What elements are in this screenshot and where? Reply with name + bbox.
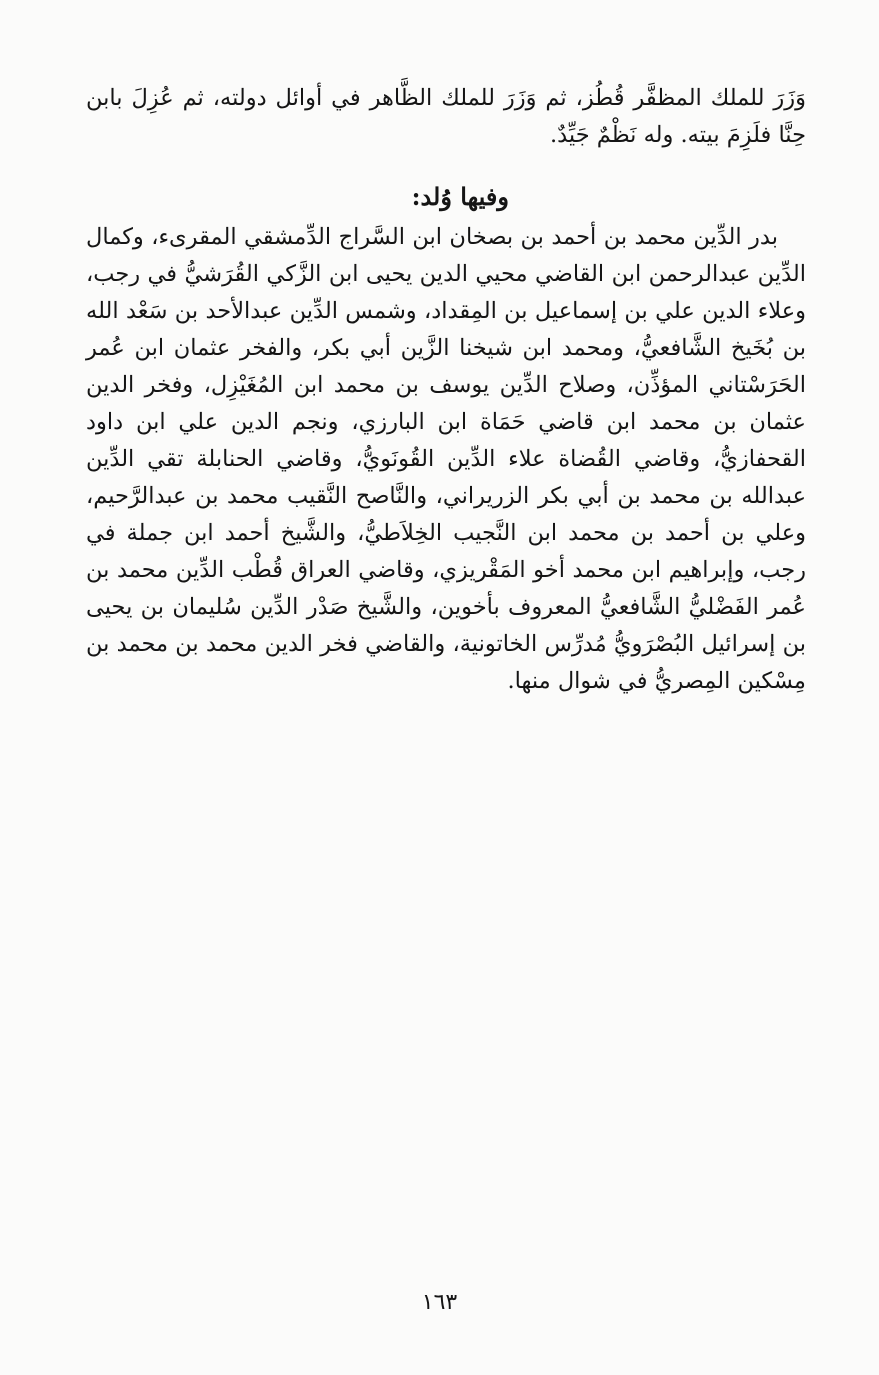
- intro-paragraph: وَزَرَ للملك المظفَّر قُطُز، ثم وَزَرَ للملك الظَّاهر في أوائل دولته، ثم عُزِلَ بابن حِنَّا فلَزِمَ بيته. وله نَظْمٌ جَيِّدٌ.: [86, 85, 806, 148]
- section-heading: وفيها وُلد:: [411, 182, 509, 211]
- births-paragraph: بدر الدِّين محمد بن أحمد بن بصخان ابن السَّراج الدِّمشقي المقرىء، وكمال الدِّين عبدالرحمن ابن القاضي محيي الدين يحيى ابن الزَّكي القُرَشيُّ في رجب، وعلاء الدين علي بن إسماعيل بن المِقداد، وشمس الدِّين عبدالأحد بن سَعْد الله بن بُخَيخ الشَّافعيُّ، ومحمد ابن شيخنا الزَّين أبي بكر، والفخر عثمان ابن عُمر الحَرَسْتاني المؤذِّن، وصلاح الدِّين يوسف بن محمد ابن المُغَيْزِل، وفخر الدين عثمان بن محمد ابن قاضي حَمَاة ابن البارزي، ونجم الدين علي ابن داود القحفازيُّ، وقاضي القُضاة علاء الدِّين القُونَويُّ، وقاضي الحنابلة تقي الدِّين عبدالله بن محمد بن أبي بكر الزريراني، والنَّاصح النَّقيب محمد بن عبدالرَّحيم، وعلي بن أحمد بن محمد ابن النَّجيب الخِلاَطيُّ، والشَّيخ أحمد ابن جملة في رجب، وإبراهيم ابن محمد أخو المَقْريزي، وقاضي العراق قُطْب الدِّين محمد بن عُمر الفَضْليُّ الشَّافعيُّ المعروف بأخوين، والشَّيخ صَدْر الدِّين سُليمان بن يحيى بن إسرائيل البُصْرَويُّ مُدرِّس الخاتونية، والقاضي فخر الدين محمد بن محمد بن مِسْكين المِصريُّ في شوال منها.: [86, 224, 806, 694]
- page-number: ١٦٣: [421, 1290, 458, 1315]
